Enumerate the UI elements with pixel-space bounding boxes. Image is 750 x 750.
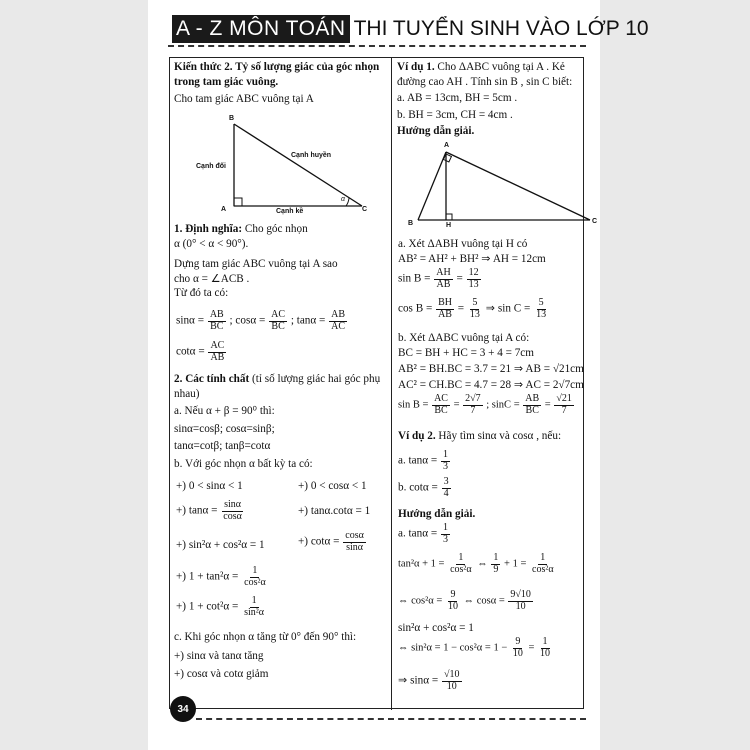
definition-text: Cho góc nhọn	[244, 223, 308, 235]
guide-heading: Hướng dẫn giải.	[397, 125, 475, 138]
hypotenuse-label: Cạnh huyền	[291, 152, 332, 159]
page-number: 34	[170, 696, 196, 722]
adjacent-label: Cạnh kề	[276, 208, 304, 215]
prop-b2-right: +) tanα.cotα = 1	[298, 505, 371, 517]
properties-subtitle: (tỉ số lượng giác hai góc phụ nhau)	[174, 373, 381, 400]
solution-sinb: sin B = $\frac{AH}{AB}$ = $\frac{12}{13}$	[398, 267, 479, 290]
example-1b: b. BH = 3cm, CH = 4cm .	[397, 108, 513, 121]
prop-c2: +) cosα và cotα giảm	[174, 668, 269, 681]
properties-title: 2. Các tính chất	[174, 373, 250, 385]
example-2b: b. cotα = $\frac{3}{4}$	[398, 476, 449, 499]
prop-b-line: b. Với góc nhọn α bất kỳ ta có:	[174, 457, 313, 470]
section-heading: Kiến thức 2. Tỷ số lượng giác của góc nhọn trong tam giác vuông.	[174, 61, 380, 88]
solution-a-1: a. Xét ΔABH vuông tại H có	[398, 238, 528, 250]
example-1a: a. AB = 13cm, BH = 5cm .	[397, 92, 518, 105]
solution-b-1: b. Xét ΔABC vuông tại A có:	[398, 332, 530, 344]
prop-c1: +) sinα và tanα tăng	[174, 649, 264, 662]
prop-b3-right: +) cotα = $\frac{\cos\alpha}{\sin\alpha}$	[298, 530, 364, 553]
example-2a: a. tanα = $\frac{1}{3}$	[398, 449, 448, 472]
sin-fraction: $\frac{AB}{BC}$	[209, 309, 224, 332]
ratio-formulas	[176, 310, 348, 332]
alpha-label: α	[341, 196, 345, 203]
example-1-title: Ví dụ 1.	[397, 61, 435, 73]
solution-a-2: AB² = AH² + BH² ⇒ AH = 12cm	[398, 253, 546, 265]
guide2-line-4: sin²α + cos²α = 1	[398, 622, 474, 634]
tan-fraction: $\frac{AB}{AC}$	[331, 309, 346, 332]
opposite-label: Cạnh đối	[196, 163, 226, 170]
vertex-a2-label: A	[444, 142, 450, 149]
guide2-line-1: a. tanα = $\frac{1}{3}$	[398, 522, 448, 545]
header-title-dark: A - Z MÔN TOÁN	[172, 15, 350, 43]
cos-formula-label: ; cosα =	[229, 314, 266, 327]
solution-b-3: AB² = BH.BC = 3.7 = 21 ⇒ AB = √21cm	[398, 363, 584, 375]
prop-a2: tanα=cotβ; tanβ=cotα	[174, 440, 271, 453]
guide2-line-2: tan²α + 1 = $\frac{1}{\text{cos²α}}$ ⇔ $\frac{1}{9}$ + 1 = $\frac{1}{\text{cos²α}}$	[398, 552, 554, 575]
vertex-c-label: C	[362, 206, 368, 213]
header-divider	[168, 45, 586, 47]
definition-block	[174, 222, 388, 301]
footer-divider	[196, 718, 586, 720]
prop-a-line: a. Nếu α + β = 90⁰ thì:	[174, 405, 275, 418]
header-title: THI TUYỂN SINH VÀO LỚP 10	[353, 17, 649, 40]
example-2-text: Hãy tìm sinα và cosα , nếu:	[438, 430, 562, 442]
sin-formula-label: sinα =	[176, 314, 205, 327]
intro-text: Cho tam giác ABC vuông tại A	[174, 93, 314, 106]
properties-block	[174, 372, 388, 471]
prop-b3-left: +) sin²α + cos²α = 1	[176, 539, 265, 551]
solution-b-5: sin B = $\frac{AC}{BC}$ = $\frac{2√7}{7}$ ; sinC = $\frac{AB}{BC}$ = $\frac{√21}{7}$	[398, 393, 572, 416]
cot-formula: cotα = $\frac{AC}{AB}$	[176, 340, 225, 363]
construct-line-2: cho α = ∠ACB .	[174, 272, 250, 285]
vertex-c2-label: C	[592, 218, 598, 225]
prop-c-block	[174, 630, 388, 682]
construct-line-1: Dựng tam giác ABC vuông tại A sao	[174, 258, 338, 271]
guide2-line-6: ⇒ sinα = $\frac{√10}{10}$	[398, 669, 460, 692]
example-1-text: Cho ΔABC vuông tại A . Kẻ đường cao AH . Tính sin B , sin C biết:	[397, 61, 573, 88]
hence-text: Từ đó ta có:	[174, 287, 229, 300]
solution-b-2: BC = BH + HC = 3 + 4 = 7cm	[398, 347, 534, 359]
example-2	[398, 430, 561, 442]
prop-a1: sinα=cosβ; cosα=sinβ;	[174, 422, 275, 435]
vertex-h-label: H	[446, 222, 452, 229]
column-divider	[391, 57, 392, 710]
prop-c-line: c. Khi góc nhọn α tăng từ 0° đến 90° thì:	[174, 631, 357, 643]
vertex-a-label: A	[221, 206, 227, 213]
guide-heading-2: Hướng dẫn giải.	[398, 508, 476, 520]
right-column	[397, 60, 582, 139]
definition-title: 1. Định nghĩa:	[174, 223, 243, 235]
prop-b5: +) 1 + cot²α = $\frac{1}{\text{sin²α}}$	[176, 595, 265, 618]
guide2-line-3: ⇔ cos²α = $\frac{9}{10}$ ⇔ cosα = $\frac{9√10}{10}$	[398, 589, 531, 612]
prop-b1-left: +) 0 < sinα < 1	[176, 480, 243, 492]
altitude-triangle-diagram	[400, 140, 600, 235]
definition-range: α (0° < α < 90°).	[174, 237, 249, 250]
vertex-b2-label: B	[408, 220, 414, 227]
tan-formula-label: ; tanα =	[290, 314, 326, 327]
guide2-line-5: ⇔ sin²α = 1 − cos²α = 1 − $\frac{9}{10}$ = $\frac{1}{10}$	[398, 636, 551, 659]
solution-b-4: AC² = CH.BC = 4.7 = 28 ⇒ AC = 2√7cm	[398, 379, 584, 391]
left-column	[174, 60, 388, 107]
solution-cosb: cos B = $\frac{BH}{AB}$ = $\frac{5}{13}$ ⇒ sin C = $\frac{5}{13}$	[398, 297, 547, 320]
example-2-title: Ví dụ 2.	[398, 430, 436, 442]
prop-b1-right: +) 0 < cosα < 1	[298, 480, 367, 492]
vertex-b-label: B	[229, 115, 235, 122]
prop-b2-left: +) tanα = $\frac{\sin\alpha}{\cos\alpha}$	[176, 499, 242, 522]
prop-b4: +) 1 + tan²α = $\frac{1}{\text{cos²α}}$	[176, 565, 266, 588]
cos-fraction: $\frac{AC}{BC}$	[271, 309, 286, 332]
page-header	[172, 14, 649, 44]
